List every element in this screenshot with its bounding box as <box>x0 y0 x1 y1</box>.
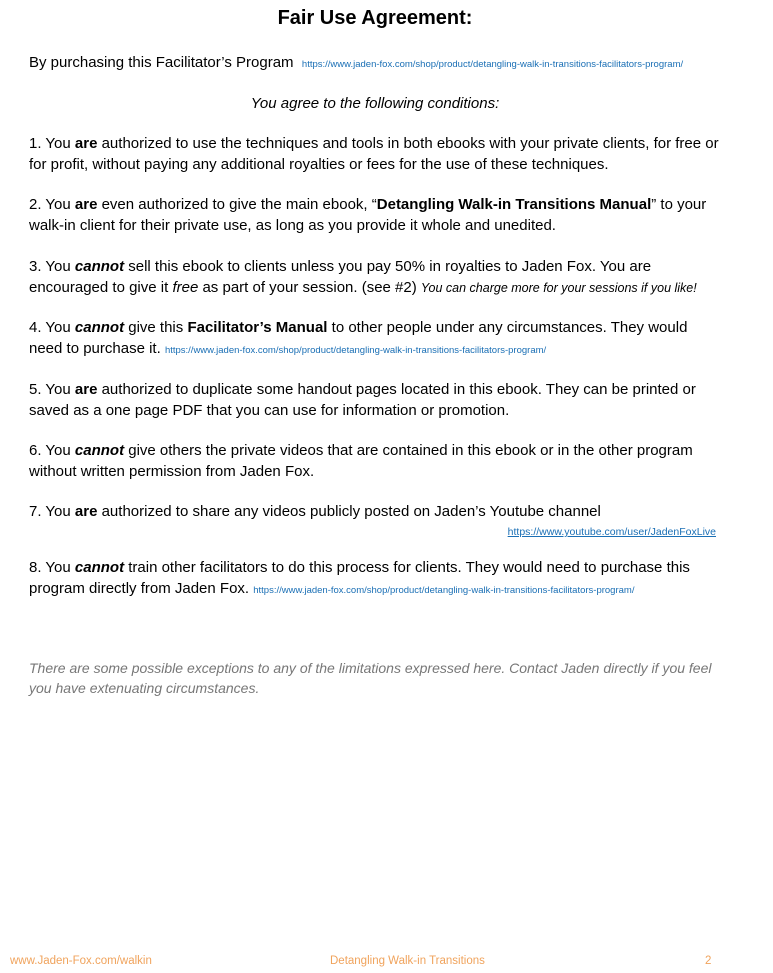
condition-3 <box>29 257 724 298</box>
condition-3-keyword: cannot <box>74 258 125 275</box>
condition-2-keyword: are <box>74 196 98 213</box>
footer-book-title: Detangling Walk-in Transitions <box>330 955 485 967</box>
condition-4-text-end: to other people under any circumstances. They would need to purchase it. <box>29 319 688 357</box>
condition-8-link[interactable]: https://www.jaden-fox.com/shop/product/detangling-walk-in-transitions-facilitators-program/ <box>253 584 635 596</box>
condition-5 <box>29 380 724 421</box>
intro-program-link[interactable]: https://www.jaden-fox.com/shop/product/detangling-walk-in-transitions-facilitators-program/ <box>301 59 684 70</box>
condition-2-prefix: 2. You <box>29 196 75 213</box>
condition-1 <box>29 134 724 175</box>
condition-3-aside: You can charge more for your sessions if you like! <box>420 280 697 295</box>
condition-5-text: authorized to duplicate some handout pages located in this ebook. They can be printed or saved as a one page PDF that you can use for information or promotion. <box>29 381 696 419</box>
intro-line <box>29 54 759 71</box>
footer-website[interactable]: www.Jaden-Fox.com/walkin <box>10 955 152 967</box>
condition-8-keyword: cannot <box>74 559 125 576</box>
condition-4-text: give this <box>124 319 188 336</box>
youtube-link-row <box>29 522 716 540</box>
condition-8 <box>29 558 724 601</box>
condition-6-keyword: cannot <box>74 442 125 459</box>
condition-5-prefix: 5. You <box>29 381 75 398</box>
condition-4-link[interactable]: https://www.jaden-fox.com/shop/product/detangling-walk-in-transitions-facilitators-program/ <box>164 344 547 356</box>
condition-2-text-end: ” to your walk-in client for their private use, as long as you provide it whole and unedited. <box>29 196 707 234</box>
condition-7-text: authorized to share any videos publicly posted on Jaden’s Youtube channel <box>97 503 601 520</box>
condition-3-prefix: 3. You <box>29 258 75 275</box>
conditions-heading: You agree to the following conditions: <box>250 95 500 112</box>
condition-5-keyword: are <box>74 381 98 398</box>
condition-4 <box>29 318 724 361</box>
condition-1-text: authorized to use the techniques and tools in both ebooks with your private clients, for free or for profit, without paying any additional royalties or fees for the use of these techniques. <box>29 135 719 173</box>
condition-7-keyword: are <box>74 503 98 520</box>
condition-6-text: give others the private videos that are contained in this ebook or in the other program without written permission from Jaden Fox. <box>29 442 693 480</box>
condition-8-prefix: 8. You <box>29 559 75 576</box>
youtube-channel-link[interactable]: https://www.youtube.com/user/JadenFoxLive <box>507 526 716 538</box>
condition-4-keyword: cannot <box>74 319 125 336</box>
exceptions-note: There are some possible exceptions to any of the limitations expressed here. Contact Jaden directly if you feel you have extenuating circumstances. <box>29 660 712 696</box>
condition-3-text-2: as part of your session. (see #2) <box>198 278 421 296</box>
condition-4-prefix: 4. You <box>29 319 75 336</box>
condition-3-free: free <box>172 278 199 296</box>
condition-7 <box>29 502 724 523</box>
page-title: Fair Use Agreement: <box>277 7 473 29</box>
condition-2-text: even authorized to give the main ebook, “ <box>97 196 377 213</box>
condition-1-keyword: are <box>74 135 98 152</box>
condition-4-manual: Facilitator’s Manual <box>187 319 328 336</box>
condition-7-prefix: 7. You <box>29 503 75 520</box>
condition-2-manual-title: Detangling Walk-in Transitions Manual <box>376 196 652 213</box>
condition-6 <box>29 441 724 482</box>
condition-2 <box>29 195 724 236</box>
condition-1-prefix: 1. You <box>29 135 75 152</box>
condition-6-prefix: 6. You <box>29 442 75 459</box>
footer-page-number: 2 <box>705 955 712 967</box>
condition-8-text: train other facilitators to do this process for clients. They would need to purchase this program directly from Jaden Fox. <box>29 559 690 597</box>
condition-3-text: sell this ebook to clients unless you pay 50% in royalties to Jaden Fox. You are encouraged to give it <box>29 258 652 296</box>
intro-text: By purchasing this Facilitator’s Program <box>29 54 294 71</box>
